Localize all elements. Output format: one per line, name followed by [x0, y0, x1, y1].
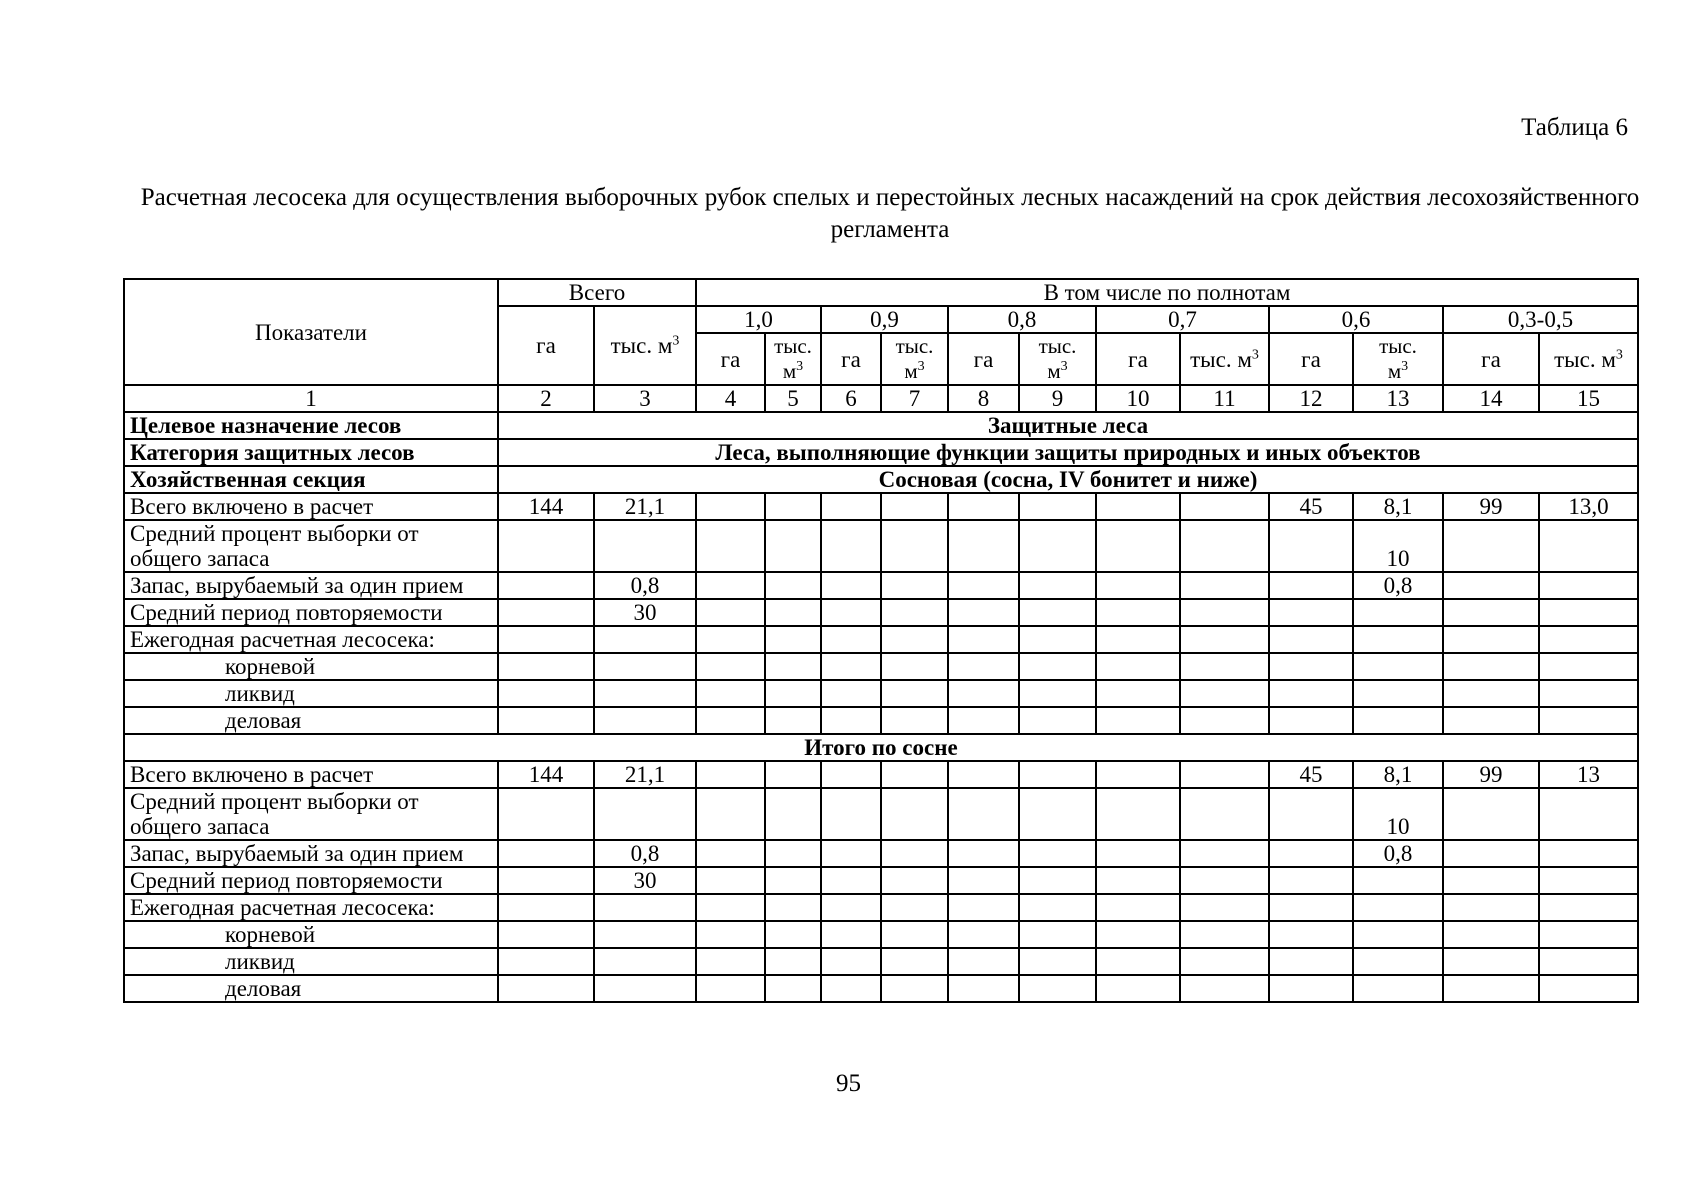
data-cell [821, 653, 881, 680]
data-cell [1443, 653, 1539, 680]
unit-ha: га [1096, 333, 1180, 385]
row-label: Всего включено в расчет [124, 761, 498, 788]
data-cell [594, 520, 696, 572]
unit-ha: га [696, 333, 765, 385]
data-cell [948, 948, 1019, 975]
data-cell [881, 761, 948, 788]
data-cell [1019, 493, 1096, 520]
data-cell: 45 [1269, 761, 1353, 788]
row-value: Сосновая (сосна, IV бонитет и ниже) [498, 466, 1638, 493]
data-cell [881, 894, 948, 921]
data-cell [696, 572, 765, 599]
data-cell: 0,8 [1353, 840, 1443, 867]
data-cell [594, 894, 696, 921]
data-cell [696, 520, 765, 572]
column-number: 2 [498, 385, 594, 412]
data-cell [1443, 626, 1539, 653]
data-cell [1443, 520, 1539, 572]
data-cell [1539, 599, 1638, 626]
unit-m3: тыс. $м^3$ [1019, 333, 1096, 385]
data-cell [1180, 653, 1269, 680]
data-cell [498, 572, 594, 599]
header-density: 0,6 [1269, 306, 1443, 333]
data-cell [881, 921, 948, 948]
data-cell [696, 921, 765, 948]
row-label: ликвид [124, 680, 498, 707]
data-cell [1269, 680, 1353, 707]
data-cell [765, 626, 821, 653]
subtotal-heading: Итого по сосне [124, 734, 1638, 761]
data-cell [1096, 867, 1180, 894]
row-label: деловая [124, 975, 498, 1002]
header-by-density: В том числе по полнотам [696, 279, 1638, 306]
data-cell [1019, 948, 1096, 975]
data-cell [1180, 520, 1269, 572]
data-cell [1269, 707, 1353, 734]
data-cell: 99 [1443, 761, 1539, 788]
data-cell [1096, 520, 1180, 572]
data-cell [881, 680, 948, 707]
data-cell [1096, 761, 1180, 788]
data-cell [1096, 948, 1180, 975]
column-number: 15 [1539, 385, 1638, 412]
data-cell [1353, 894, 1443, 921]
data-cell [594, 948, 696, 975]
data-cell [881, 840, 948, 867]
column-number: 6 [821, 385, 881, 412]
data-cell [1019, 761, 1096, 788]
data-cell [696, 599, 765, 626]
data-cell [498, 520, 594, 572]
row-value: Защитные леса [498, 412, 1638, 439]
row-label: корневой [124, 921, 498, 948]
data-cell [765, 867, 821, 894]
data-cell [881, 626, 948, 653]
column-number: 14 [1443, 385, 1539, 412]
unit-m3: тыс. $м^3$ [1539, 333, 1638, 385]
row-label: Ежегодная расчетная лесосека: [124, 626, 498, 653]
column-number: 3 [594, 385, 696, 412]
data-cell [1353, 707, 1443, 734]
data-cell [765, 788, 821, 840]
data-cell [1353, 653, 1443, 680]
data-cell [498, 626, 594, 653]
data-cell [1180, 761, 1269, 788]
data-cell [948, 653, 1019, 680]
row-label: ликвид [124, 948, 498, 975]
data-cell [498, 921, 594, 948]
data-cell [1269, 520, 1353, 572]
data-cell [1539, 680, 1638, 707]
data-cell [1019, 975, 1096, 1002]
data-cell [1269, 894, 1353, 921]
data-cell [821, 707, 881, 734]
data-cell [765, 761, 821, 788]
data-cell [1353, 948, 1443, 975]
data-cell [696, 493, 765, 520]
data-cell [1096, 788, 1180, 840]
data-cell [821, 975, 881, 1002]
data-cell [1539, 921, 1638, 948]
data-cell [948, 975, 1019, 1002]
data-cell [821, 921, 881, 948]
data-cell [765, 948, 821, 975]
data-cell: 144 [498, 761, 594, 788]
data-cell [594, 921, 696, 948]
data-cell [881, 599, 948, 626]
column-number: 7 [881, 385, 948, 412]
data-cell [498, 948, 594, 975]
data-cell [498, 975, 594, 1002]
row-label: деловая [124, 707, 498, 734]
data-cell [1269, 599, 1353, 626]
row-label: Средний период повторяемости [124, 599, 498, 626]
data-cell: 0,8 [594, 840, 696, 867]
data-cell [1096, 840, 1180, 867]
column-number: 1 [124, 385, 498, 412]
data-cell [1539, 894, 1638, 921]
data-cell [1539, 520, 1638, 572]
data-cell [821, 599, 881, 626]
data-cell [948, 707, 1019, 734]
data-cell [1019, 572, 1096, 599]
data-cell [1180, 599, 1269, 626]
data-cell [1180, 921, 1269, 948]
data-cell [1539, 840, 1638, 867]
data-cell [1443, 788, 1539, 840]
header-density: 0,3-0,5 [1443, 306, 1638, 333]
data-cell [1539, 788, 1638, 840]
data-cell: 30 [594, 599, 696, 626]
row-label: Средний процент выборки от общего запаса [124, 520, 498, 572]
data-cell [765, 921, 821, 948]
data-cell [1096, 572, 1180, 599]
data-cell [1443, 707, 1539, 734]
data-cell [594, 975, 696, 1002]
data-cell: 45 [1269, 493, 1353, 520]
data-cell: 144 [498, 493, 594, 520]
header-density: 0,7 [1096, 306, 1269, 333]
data-cell [696, 840, 765, 867]
row-label: Всего включено в расчет [124, 493, 498, 520]
header-total-m3: тыс. $м^3$ [594, 306, 696, 385]
data-cell [1443, 948, 1539, 975]
data-cell [821, 520, 881, 572]
data-cell [1269, 948, 1353, 975]
data-cell [948, 840, 1019, 867]
data-cell [765, 840, 821, 867]
data-cell [881, 653, 948, 680]
data-cell [821, 788, 881, 840]
unit-m3: тыс. $м^3$ [1353, 333, 1443, 385]
header-total: Всего [498, 279, 696, 306]
page-number: 95 [836, 1070, 861, 1097]
data-cell [821, 840, 881, 867]
data-cell [1443, 572, 1539, 599]
data-cell [821, 761, 881, 788]
data-cell [1019, 520, 1096, 572]
data-cell [594, 653, 696, 680]
data-cell [1096, 707, 1180, 734]
data-cell [1269, 788, 1353, 840]
row-value: Леса, выполняющие функции защиты природных и иных объектов [498, 439, 1638, 466]
data-cell [1180, 788, 1269, 840]
data-cell [821, 894, 881, 921]
data-cell [594, 680, 696, 707]
data-cell [498, 894, 594, 921]
data-cell [498, 680, 594, 707]
data-cell [765, 653, 821, 680]
data-cell [1096, 680, 1180, 707]
data-cell [948, 921, 1019, 948]
data-cell [1180, 493, 1269, 520]
data-cell [696, 894, 765, 921]
data-cell [1180, 867, 1269, 894]
data-cell [948, 626, 1019, 653]
column-number: 9 [1019, 385, 1096, 412]
row-label: Средний процент выборки от общего запаса [124, 788, 498, 840]
data-cell [696, 788, 765, 840]
data-cell [948, 520, 1019, 572]
data-cell [1539, 867, 1638, 894]
data-cell [1539, 948, 1638, 975]
unit-ha: га [948, 333, 1019, 385]
row-label: Запас, вырубаемый за один прием [124, 572, 498, 599]
data-cell [1096, 975, 1180, 1002]
row-label: Категория защитных лесов [124, 439, 498, 466]
data-cell [498, 653, 594, 680]
data-cell: 13 [1539, 761, 1638, 788]
data-cell [1019, 680, 1096, 707]
data-cell [948, 867, 1019, 894]
data-cell [1096, 599, 1180, 626]
data-cell [1180, 626, 1269, 653]
data-cell [948, 493, 1019, 520]
data-cell [1443, 840, 1539, 867]
header-density: 1,0 [696, 306, 821, 333]
data-cell [1019, 653, 1096, 680]
data-cell [1269, 921, 1353, 948]
data-cell [765, 520, 821, 572]
row-label: Ежегодная расчетная лесосека: [124, 894, 498, 921]
data-cell [765, 599, 821, 626]
header-indicators: Показатели [124, 279, 498, 385]
data-cell [1096, 653, 1180, 680]
data-cell [1539, 572, 1638, 599]
data-cell [1019, 599, 1096, 626]
data-cell [821, 493, 881, 520]
data-cell [1443, 894, 1539, 921]
data-cell [1180, 894, 1269, 921]
data-cell [498, 599, 594, 626]
data-cell [1353, 626, 1443, 653]
data-cell [821, 948, 881, 975]
data-cell [498, 788, 594, 840]
column-number: 11 [1180, 385, 1269, 412]
data-cell [881, 493, 948, 520]
data-cell [696, 653, 765, 680]
data-cell [765, 493, 821, 520]
data-cell [765, 975, 821, 1002]
data-cell [1353, 975, 1443, 1002]
data-cell [1019, 894, 1096, 921]
unit-ha: га [1269, 333, 1353, 385]
row-label: Запас, вырубаемый за один прием [124, 840, 498, 867]
data-cell [1353, 921, 1443, 948]
data-cell [1096, 493, 1180, 520]
unit-m3: тыс. $м^3$ [1180, 333, 1269, 385]
data-cell [1019, 626, 1096, 653]
data-cell [1443, 975, 1539, 1002]
allowable-cut-table [123, 278, 1639, 1003]
data-cell [1269, 975, 1353, 1002]
data-cell [1180, 840, 1269, 867]
data-cell [696, 975, 765, 1002]
data-cell [498, 707, 594, 734]
row-label: Средний период повторяемости [124, 867, 498, 894]
data-cell [881, 867, 948, 894]
data-cell [881, 707, 948, 734]
header-density: 0,9 [821, 306, 948, 333]
unit-ha: га [1443, 333, 1539, 385]
data-cell [1096, 921, 1180, 948]
data-cell: 21,1 [594, 761, 696, 788]
data-cell: 21,1 [594, 493, 696, 520]
data-cell [1443, 921, 1539, 948]
column-number: 4 [696, 385, 765, 412]
data-cell [881, 520, 948, 572]
data-cell [1269, 840, 1353, 867]
data-cell [821, 867, 881, 894]
data-cell [1443, 680, 1539, 707]
data-cell [1180, 707, 1269, 734]
data-cell [1353, 680, 1443, 707]
data-cell: 30 [594, 867, 696, 894]
unit-m3: тыс. $м^3$ [881, 333, 948, 385]
row-label: Целевое назначение лесов [124, 412, 498, 439]
data-cell [948, 894, 1019, 921]
data-cell: 0,8 [1353, 572, 1443, 599]
data-cell [498, 867, 594, 894]
data-cell [821, 680, 881, 707]
data-cell [1019, 840, 1096, 867]
column-number: 13 [1353, 385, 1443, 412]
data-cell [881, 948, 948, 975]
data-cell: 0,8 [594, 572, 696, 599]
row-label: Хозяйственная секция [124, 466, 498, 493]
data-cell [1019, 867, 1096, 894]
data-cell [821, 626, 881, 653]
unit-ha: га [821, 333, 881, 385]
data-cell [696, 867, 765, 894]
data-cell [1180, 975, 1269, 1002]
data-cell [1269, 572, 1353, 599]
data-cell [1096, 626, 1180, 653]
row-label: корневой [124, 653, 498, 680]
data-cell [765, 572, 821, 599]
data-cell [1539, 653, 1638, 680]
data-cell [948, 761, 1019, 788]
data-cell [696, 948, 765, 975]
data-cell: 10 [1353, 788, 1443, 840]
data-cell [1353, 599, 1443, 626]
data-cell [821, 572, 881, 599]
data-cell [1019, 707, 1096, 734]
header-density: 0,8 [948, 306, 1096, 333]
data-cell [1269, 867, 1353, 894]
data-cell: 13,0 [1539, 493, 1638, 520]
column-number: 5 [765, 385, 821, 412]
column-number: 8 [948, 385, 1019, 412]
unit-m3: тыс. $м^3$ [765, 333, 821, 385]
data-cell [498, 840, 594, 867]
data-cell [1353, 867, 1443, 894]
data-cell [881, 788, 948, 840]
document-title: Расчетная лесосека для осуществления выборочных рубок спелых и перестойных лесных насаждений на срок действия лесохозяйственного регламента [140, 184, 1640, 243]
data-cell [765, 707, 821, 734]
data-cell [696, 626, 765, 653]
data-cell [881, 975, 948, 1002]
data-cell [948, 680, 1019, 707]
data-cell [1180, 572, 1269, 599]
data-cell: 99 [1443, 493, 1539, 520]
column-number: 10 [1096, 385, 1180, 412]
data-cell [1180, 948, 1269, 975]
table-label: Таблица 6 [1521, 114, 1628, 141]
data-cell [594, 626, 696, 653]
data-cell [765, 894, 821, 921]
data-cell [765, 680, 821, 707]
data-cell [1180, 680, 1269, 707]
column-number: 12 [1269, 385, 1353, 412]
data-cell [1539, 707, 1638, 734]
data-cell [1539, 626, 1638, 653]
data-cell [696, 680, 765, 707]
data-cell [1019, 788, 1096, 840]
data-cell [948, 572, 1019, 599]
column-number-row [124, 385, 1638, 412]
data-cell [594, 707, 696, 734]
data-cell [1443, 867, 1539, 894]
data-cell [1269, 626, 1353, 653]
data-cell: 10 [1353, 520, 1443, 572]
data-cell [594, 788, 696, 840]
data-cell [696, 761, 765, 788]
data-cell [881, 572, 948, 599]
data-cell [1539, 975, 1638, 1002]
data-cell [1443, 599, 1539, 626]
header-total-ha: га [498, 306, 594, 385]
data-cell [1096, 894, 1180, 921]
data-cell [1269, 653, 1353, 680]
data-cell [696, 707, 765, 734]
data-cell: 8,1 [1353, 493, 1443, 520]
data-cell: 8,1 [1353, 761, 1443, 788]
data-cell [948, 788, 1019, 840]
data-cell [948, 599, 1019, 626]
data-cell [1019, 921, 1096, 948]
